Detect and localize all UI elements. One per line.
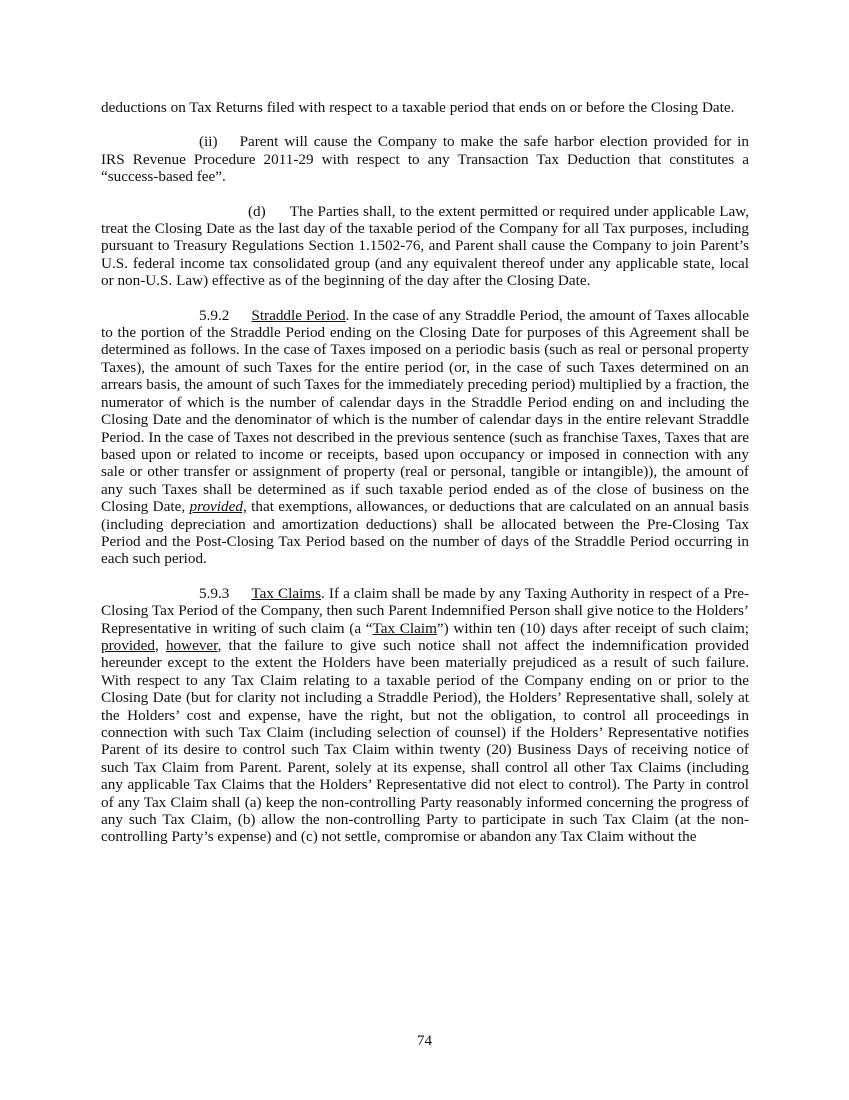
defined-term: Tax Claim — [372, 619, 437, 637]
clause-number: (d) — [248, 202, 266, 220]
paragraph-text: , that the failure to give such notice shall not affect the indemnification provided hereunder except to the extent the Holders have been materially prejudiced as a result of such failure. With respect to any Tax Claim relating to a taxable period of the Company ending on or prior to the Closing Date (but for clarity not including a Straddle Period), the Holders’ Representative shall, solely at the Holders’ cost and expense, have the right, but not the obligation, to control all proceedings in connection with such Tax Claim (including selection of counsel) if the Holders’ Representative notifies Parent of its desire to control such Tax Claim within twenty (20) Business Days of receiving notice of such Tax Claim from Parent. Parent, solely at its expense, shall control all other Tax Claims (including any applicable Tax Claims that the Holders’ Representative did not elect to control). The Party in control of any Tax Claim shall (a) keep the non-controlling Party reasonably informed concerning the progress of any such Tax Claim, (b) allow the non-controlling Party to participate in such Tax Claim (at the non-controlling Party’s expense) and (c) not settle, compromise or abandon any Tax Claim without the — [101, 636, 750, 846]
document-body — [101, 99, 749, 863]
paragraph-text: The Parties shall, to the extent permitted or required under applicable Law, treat the Closing Date as the last day of the taxable period of the Company for all Tax purposes, including pursuant to Treasury Regulations Section 1.1502-76, and Parent shall cause the Company to join Parent’s U.S. federal income tax consolidated group (and any equivalent thereof under any applicable state, local or non-U.S. Law) effective as of the beginning of the day after the Closing Date. — [101, 202, 749, 290]
section-number: 5.9.2 — [199, 306, 230, 324]
however-term: however — [165, 636, 218, 654]
paragraph-text: , — [155, 636, 166, 654]
paragraph-ii — [101, 133, 749, 185]
provided-term: provided, — [189, 498, 247, 516]
paragraph-continuation — [101, 99, 749, 116]
section-5-9-3 — [101, 585, 749, 846]
provided-term: provided — [101, 636, 155, 654]
paragraph-text: that exemptions, allowances, or deductions that are calculated on an annual basis (including depreciation and amortization deductions) shall be allocated between the Pre-Closing Tax Period and the Post-Closing Tax Period based on the number of days of the Straddle Period occurring in each such period. — [101, 498, 749, 568]
paragraph-text: . In the case of any Straddle Period, the amount of Taxes allocable to the portion of the Straddle Period ending on the Closing Date for purposes of this Agreement shall be determined as follows. In the case of Taxes imposed on a periodic basis (such as real or personal property Taxes), the amount of such Taxes for the entire period (or, in the case of such Taxes determined on an arrears basis, the amount of such Taxes for the immediately preceding period) multiplied by a fraction, the numerator of which is the number of calendar days in the Straddle Period ending on and including the Closing Date and the denominator of which is the number of calendar days in the entire relevant Straddle Period. In the case of Taxes not described in the previous sentence (such as franchise Taxes, Taxes that are based upon or related to income or receipts, based upon occupancy or imposed in connection with any sale or other transfer or assignment of property (real or personal, tangible or intangible)), the amount of any such Taxes shall be determined as if such taxable period ended as of the close of business on the Closing Date, — [101, 306, 750, 516]
section-title: Tax Claims — [251, 584, 322, 602]
section-title: Straddle Period — [251, 306, 346, 324]
paragraph-text: ”) within ten (10) days after receipt of such claim; — [436, 619, 749, 637]
page-number: 74 — [416, 1032, 433, 1049]
section-5-9-2 — [101, 307, 749, 568]
paragraph-text: . If a claim shall be made by any Taxing Authority in respect of a Pre-Closing Tax Period of the Company, then such Parent Indemnified Person shall give notice to the Holders’ Representative in writing of such claim (a “ — [101, 584, 750, 637]
paragraph-text: Parent will cause the Company to make the safe harbor election provided for in IRS Revenue Procedure 2011-29 with respect to any Transaction Tax Deduction that constitutes a “success-based fee”. — [101, 133, 749, 186]
clause-number: (ii) — [199, 133, 218, 151]
paragraph-text: deductions on Tax Returns filed with respect to a taxable period that ends on or before the Closing Date. — [101, 99, 735, 116]
section-number: 5.9.3 — [199, 584, 230, 602]
paragraph-d — [101, 203, 749, 290]
